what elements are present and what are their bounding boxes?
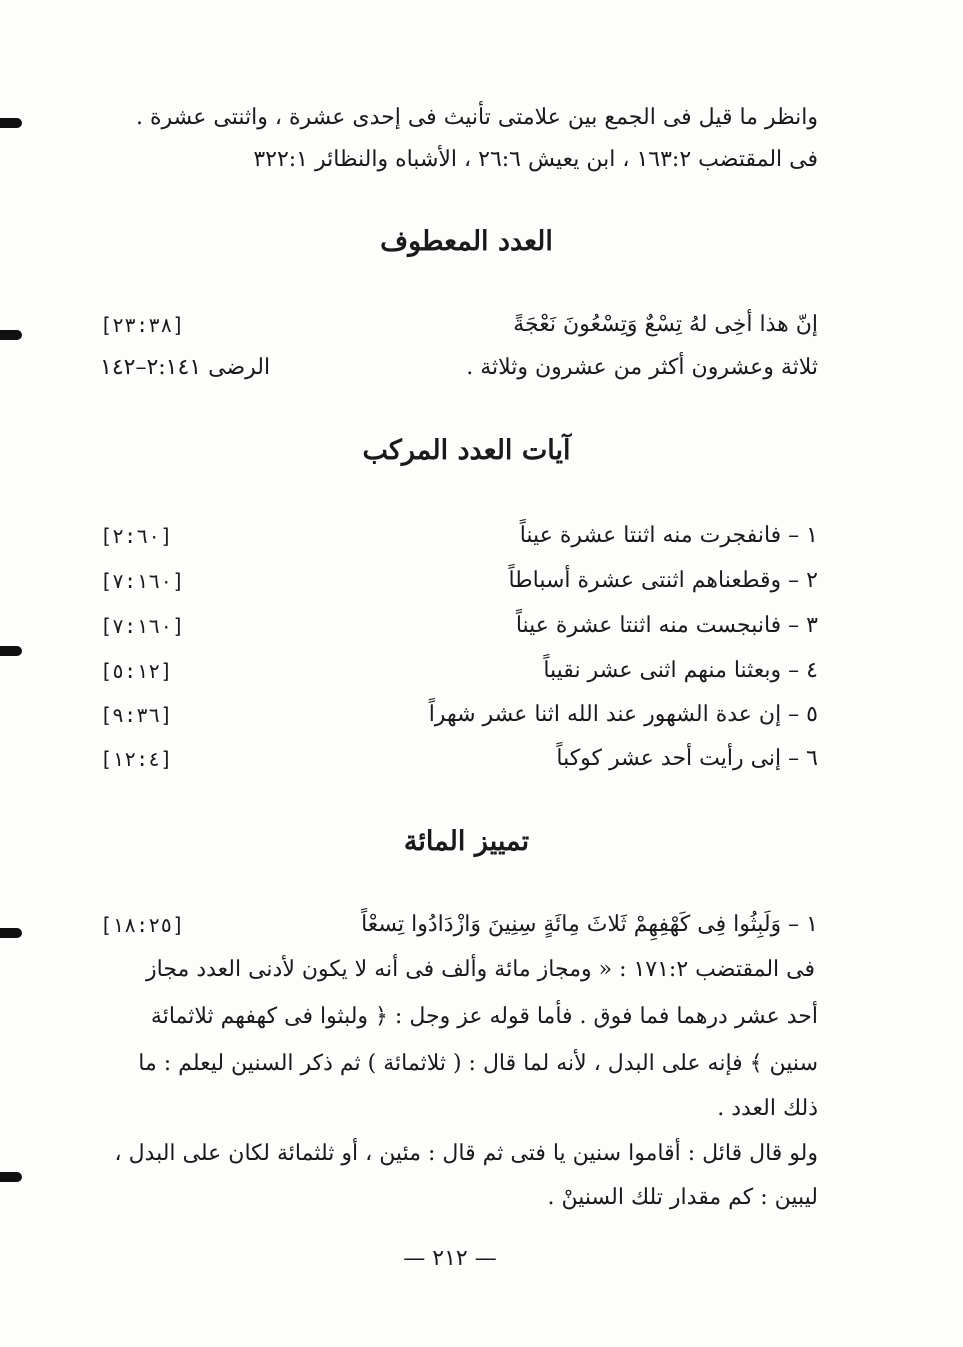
verse-row: [100, 307, 818, 343]
commentary-line: ولو قال قائل : أقاموا سنين يا فتى ثم قال : مئين ، أو ثلثمائة لكان على البدل ،: [114, 1141, 818, 1166]
list-item: [100, 697, 818, 733]
list-item: [100, 518, 818, 554]
commentary-line: سنين ﴾ فإنه على البدل ، لأنه لما قال : ( ثلاثمائة ) ثم ذكر السنين ليعلم : ما: [138, 1051, 818, 1076]
list-item-text: ٢ – وقطعناهم اثنتى عشرة أسباطاً: [508, 568, 818, 593]
intro-line-2: فى المقتضب ١٦٣:٢ ، ابن يعيش ٢٦:٦ ، الأشباه والنظائر ٣٢٢:١: [253, 147, 818, 172]
scan-edge-mark: [0, 330, 22, 340]
note-text: ثلاثة وعشرون أكثر من عشرون وثلاثة .: [466, 355, 818, 380]
list-item-text: ٣ – فانبجست منه اثنتا عشرة عيناً: [515, 613, 818, 638]
list-item-text: ٥ – إن عدة الشهور عند الله اثنا عشر شهراً: [428, 702, 818, 727]
list-item-reference: [٢:٦٠]: [100, 524, 173, 548]
verse-reference: [١٨:٢٥]: [100, 913, 185, 937]
scan-edge-mark: [0, 1172, 22, 1182]
list-item-text: ١ – فانفجرت منه اثنتا عشرة عيناً: [519, 523, 818, 548]
commentary-line: فى المقتضب ١٧١:٢ : « ومجاز مائة وألف فى أنه لا يكون لأدنى العدد مجاز: [146, 957, 815, 982]
list-item-reference: [١٢:٤]: [100, 747, 173, 771]
list-item: [100, 563, 818, 599]
list-item-reference: [٩:٣٦]: [100, 703, 173, 727]
verse-text: إنّ هذا أخِى لهُ تِسْعٌ وَتِسْعُونَ نَعْجَةً: [513, 312, 818, 337]
list-item-reference: [٥:١٢]: [100, 659, 173, 683]
verse-reference: [٢٣:٣٨]: [100, 313, 185, 337]
note-row: [100, 350, 818, 386]
section-heading-compound-number-verses: آيات العدد المركب: [362, 435, 571, 466]
list-item-reference: [٧:١٦٠]: [100, 614, 185, 638]
commentary-line: ليبين : كم مقدار تلك السنينْ .: [547, 1185, 818, 1210]
scan-edge-mark: [0, 646, 22, 656]
page-number-text: — ٢١٢ —: [403, 1246, 497, 1271]
note-source: الرضى ٢:١٤١–١٤٢: [100, 355, 271, 380]
verse-row: [100, 907, 818, 943]
commentary-line: أحد عشر درهما فما فوق . فأما قوله عز وجل : ﴿ ولبثوا فى كهفهم ثلاثمائة: [150, 1004, 818, 1029]
intro-line-1: وانظر ما قيل فى الجمع بين علامتى تأنيث فى إحدى عشرة ، واثنتى عشرة .: [136, 105, 818, 130]
list-item: [100, 741, 818, 777]
verse-text: ١ – وَلَبِثُوا فِى كَهْفِهِمْ ثَلاثَ مِائَةٍ سِنِينَ وَازْدَادُوا تِسعْاً: [361, 912, 818, 937]
scan-edge-mark: [0, 928, 22, 938]
commentary-line: ذلك العدد .: [717, 1096, 818, 1121]
section-heading-hundred-specifier: تمييز المائة: [403, 826, 530, 857]
list-item-reference: [٧:١٦٠]: [100, 569, 185, 593]
list-item: [100, 653, 818, 689]
page-number: [0, 1244, 900, 1274]
list-item: [100, 608, 818, 644]
list-item-text: ٤ – وبعثنا منهم اثنى عشر نقيباً: [543, 658, 818, 683]
section-heading-coordinated-number: العدد المعطوف: [380, 226, 553, 257]
scan-edge-mark: [0, 118, 22, 128]
list-item-text: ٦ – إنى رأيت أحد عشر كوكباً: [556, 746, 818, 771]
